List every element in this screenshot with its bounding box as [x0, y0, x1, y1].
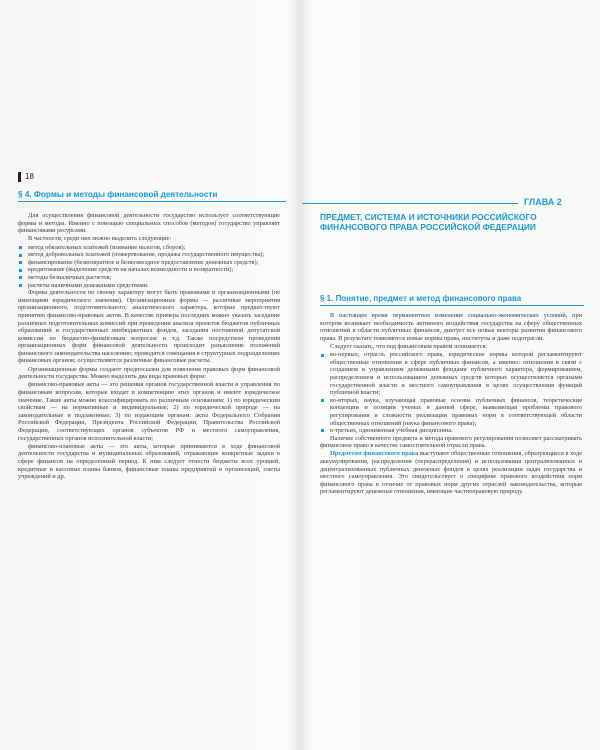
page-number: 18 [18, 172, 34, 182]
left-page-body [18, 212, 280, 481]
forms-paragraph: Формы деятельности по своему характеру могут быть правовыми и организационными (не имеющими юридического значения). Организационные формы — различные мероприятия организационного, подготовительного, аналитического характера, которые предшествуют принятию финансово-правовых актов. В качестве примера последних можно указать заседание различных подготовительных комиссий при проведении анализа проектов бюджетов публичных образований и государственных внебюджетных фондов, заседания постоянной депутатской комиссии по бюджетно-финансовым вопросам и т.д. Также посредством проведения организационных форм финансовой деятельности происходит разъяснение положений финансового законодательства населению; проводятся совещания в структурных подразделениях финансовых органов; осуществляются различные финансовые расчеты. [18, 289, 280, 365]
list-item: расчеты наличными денежными средствами. [18, 282, 280, 290]
section-title: § 1. Понятие, предмет и метод финансового права [320, 294, 584, 306]
list-item: метод обязательных платежей (взимание налогов, сборов); [18, 244, 280, 252]
right-page-body [320, 312, 582, 497]
subject-text: выступают общественные отношения, образующиеся в ходе аккумулирования, распределения (перераспределения) и использования централизованных и децентрализованных публичных денежных фондов в целях реализации задач государства и местного самоуправления. Это свидетельствует о специфике правового воздействия норм финансового права в отличие от правовых норм других отраслей законодательства, которые регламентируют денежные отношения, имеющие частноправовую природу. [320, 450, 582, 496]
normative-acts-paragraph: финансово-правовые акты — это решения органов государственной власти и управления по финансовым вопросам, которые входят в компетенцию этих органов и имеют юридическое значение. Такие акты можно классифицировать по различным основаниям: 1) по юридическим свойствам — на нормативные и индивидуальные; 2) по юридической природе — на законодательные и подзаконные; 3) по издающим органам: акты Федерального Собрания Российской Федерации, Президента Российской Федерации, Правительства Российской Федерации, соответствующих органов субъектов РФ и местного самоуправления, государственных органов исполнительной власти; [18, 381, 280, 442]
section-title: § 4. Формы и методы финансовой деятельности [18, 190, 286, 202]
right-page [302, 0, 600, 750]
legal-forms-paragraph: Организационные формы создают предпосылки для появления правовых форм финансовой деятельности государства. Можно выделить два вида правовых форм: [18, 365, 280, 381]
subject-paragraph [320, 450, 582, 496]
paragraph: Наличие собственного предмета и метода правового регулирования позволяет рассматривать финансовое право в качестве самостоятельной отрасли права. [320, 434, 582, 450]
methods-list [18, 244, 280, 290]
list-item: метод добровольных платежей (пожертвование, продажа государственного имущества); [18, 251, 280, 259]
paragraph: В настоящее время перманентное изменение социально-экономических условий, при котором возникает необходимость активного воздействия государства на сферу общественных отношений в области публичных финансов, диктует все новые векторы развития финансового права. В результате появляются новые нормы права, институты и даже подотрасли. [320, 312, 582, 342]
chapter-title: ПРЕДМЕТ, СИСТЕМА И ИСТОЧНИКИ РОССИЙСКОГО ФИНАНСОВОГО ПРАВА РОССИЙСКОЙ ФЕДЕРАЦИИ [320, 212, 537, 232]
list-item: финансирование (безвозвратное и безвозмездное предоставление денежных средств); [18, 259, 280, 267]
term-highlight: Предметом финансового права [330, 450, 419, 458]
list-item: во-вторых, наука, изучающая правовые основы публичных финансов, теоретические концепции и позиции ученых в данной сфере, выявляющая проблемы правового регулирования и сложности реализации правовых норм в соответствующей области общественных отношений (наука финансового права); [320, 397, 582, 427]
list-item: в-третьих, одноименная учебная дисциплина. [320, 427, 582, 435]
chapter-rule [302, 203, 518, 204]
chapter-label: ГЛАВА 2 [524, 197, 562, 207]
list-item: методы безналичных расчетов; [18, 274, 280, 282]
plan-acts-paragraph: финансово-плановые акты — это акты, которые принимаются в ходе финансовой деятельности государства и муниципальных образований, отражающие конкретные задачи в сфере финансов на определенный период. К ним следует отнести бюджеты всех уровней, кредитные и кассовые планы банков, финансовые планы предприятий и организаций, сметы учреждений и др. [18, 442, 280, 481]
definition-list [320, 351, 582, 435]
methods-lead: В частности, среди них можно выделить следующие: [28, 235, 172, 243]
intro-paragraph: Для осуществления финансовой деятельности государство использует соответствующие формы и методы. Именно с помощью специальных способов (методов) государство управляет финансовыми ресурсами. [18, 212, 280, 235]
left-page [0, 0, 298, 750]
list-item: во-первых, отрасль российского права, юридические нормы которой регламентируют общественные отношения в сфере публичных финансов, а именно: отношения в связи с созданием и управлением денежными фондами публичного характера, формированием, распределением и использованием денежных средств которых осуществляется органами государственной власти и местного самоуправления в целях осуществления функций публичной власти; [320, 351, 582, 397]
list-item: кредитование (выделение средств на началах возмездности и возвратности); [18, 266, 280, 274]
paragraph: Следует сказать, что под финансовым правом понимается: [330, 342, 488, 350]
